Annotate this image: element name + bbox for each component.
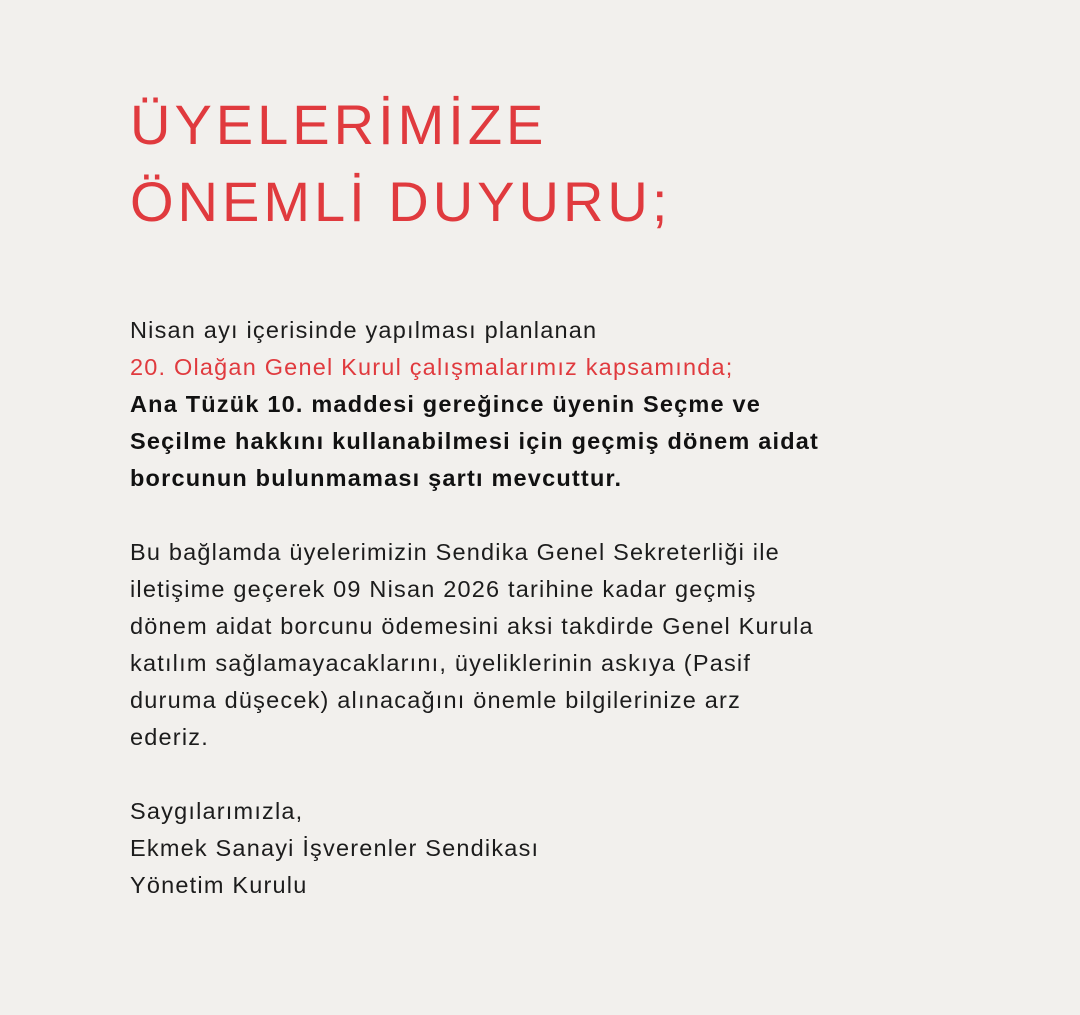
paragraph-details: [130, 534, 1030, 756]
signature-organization: Ekmek Sanayi İşverenler Sendikası: [130, 835, 540, 861]
announcement-body: [130, 312, 1030, 941]
signature-board: Yönetim Kurulu: [130, 872, 308, 898]
requirement-line-3: borcunun bulunmaması şartı mevcuttur.: [130, 465, 623, 491]
requirement-line-1: Ana Tüzük 10. maddesi gereğince üyenin Seçme ve: [130, 391, 762, 417]
headline: [130, 86, 1030, 240]
details-line: dönem aidat borcunu ödemesini aksi takdirde Genel Kurula: [130, 613, 814, 639]
headline-line-2: ÖNEMLİ DUYURU;: [130, 170, 672, 233]
details-line: ederiz.: [130, 724, 209, 750]
details-line: katılım sağlamayacaklarını, üyeliklerinin askıya (Pasif: [130, 650, 752, 676]
intro-line: Nisan ayı içerisinde yapılması planlanan: [130, 317, 598, 343]
highlight-line: 20. Olağan Genel Kurul çalışmalarımız kapsamında;: [130, 354, 734, 380]
requirement-line-2: Seçilme hakkını kullanabilmesi için geçmiş dönem aidat: [130, 428, 820, 454]
paragraph-intro: [130, 312, 1030, 497]
details-line: iletişime geçerek 09 Nisan 2026 tarihine kadar geçmiş: [130, 576, 757, 602]
details-line: Bu bağlamda üyelerimizin Sendika Genel Sekreterliği ile: [130, 539, 780, 565]
announcement-header: [130, 86, 1030, 240]
signature-closing: Saygılarımızla,: [130, 798, 304, 824]
details-line: duruma düşecek) alınacağını önemle bilgilerinize arz: [130, 687, 742, 713]
signature-block: [130, 793, 1030, 904]
headline-line-1: ÜYELERİMİZE: [130, 93, 548, 156]
